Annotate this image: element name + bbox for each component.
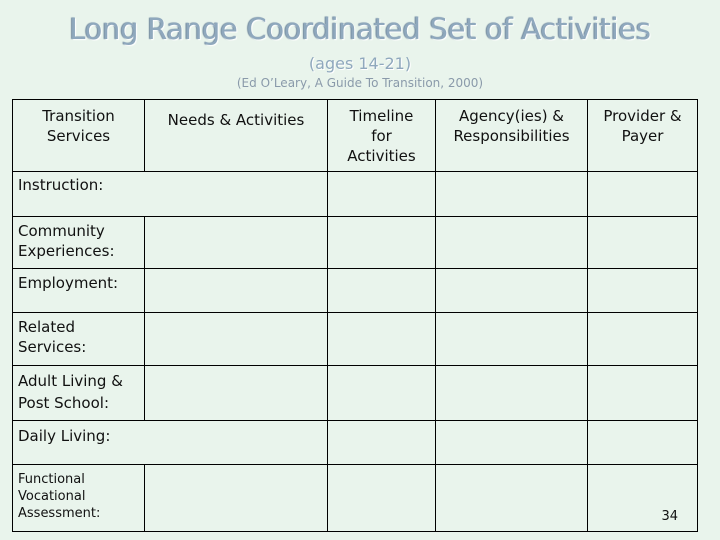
slide-title: Long Range Coordinated Set of Activities	[69, 12, 651, 46]
table-cell	[145, 217, 328, 269]
column-header-needs-activities: Needs & Activities	[145, 100, 328, 172]
table-row	[13, 217, 698, 269]
table-cell	[436, 217, 588, 269]
table-cell	[328, 366, 436, 421]
citation: (Ed O’Leary, A Guide To Transition, 2000)	[236, 76, 484, 90]
column-header-transition-services: Transition Services	[13, 100, 145, 172]
table-cell	[145, 366, 328, 421]
table-cell	[145, 313, 328, 366]
row-label-daily-living: Daily Living:	[13, 421, 328, 465]
table-cell	[588, 172, 698, 217]
table-cell	[588, 421, 698, 465]
table-cell	[436, 313, 588, 366]
table-cell	[588, 269, 698, 313]
table-row	[13, 421, 698, 465]
table-cell	[436, 465, 588, 532]
table-row	[13, 172, 698, 217]
row-label-instruction: Instruction:	[13, 172, 328, 217]
table-row	[13, 313, 698, 366]
row-label-employment: Employment:	[13, 269, 145, 313]
table-cell	[436, 172, 588, 217]
table-cell	[436, 269, 588, 313]
table-cell	[328, 421, 436, 465]
activities-table	[12, 99, 698, 532]
table-cell	[588, 465, 698, 532]
table-cell	[145, 465, 328, 532]
table-cell	[328, 172, 436, 217]
row-label-adult-living: Adult Living & Post School:	[13, 366, 145, 421]
table-cell	[436, 366, 588, 421]
table-cell	[328, 313, 436, 366]
row-label-functional-vocational-assessment: Functional Vocational Assessment:	[13, 465, 145, 532]
column-header-timeline: Timeline for Activities	[328, 100, 436, 172]
column-header-agency: Agency(ies) & Responsibilities	[436, 100, 588, 172]
table-cell	[328, 217, 436, 269]
column-header-provider-payer: Provider & Payer	[588, 100, 698, 172]
table-cell	[588, 313, 698, 366]
row-label-community-experiences: Community Experiences:	[13, 217, 145, 269]
table-header-row	[13, 100, 698, 172]
table-row	[13, 269, 698, 313]
table-cell	[436, 421, 588, 465]
table-cell	[328, 465, 436, 532]
slide-subtitle: (ages 14-21)	[308, 54, 412, 73]
table-cell	[588, 366, 698, 421]
row-label-related-services: Related Services:	[13, 313, 145, 366]
table-row	[13, 366, 698, 421]
table-cell	[328, 269, 436, 313]
page-number: 34	[661, 509, 678, 524]
table-row	[13, 465, 698, 532]
table-cell	[145, 269, 328, 313]
table-cell	[588, 217, 698, 269]
